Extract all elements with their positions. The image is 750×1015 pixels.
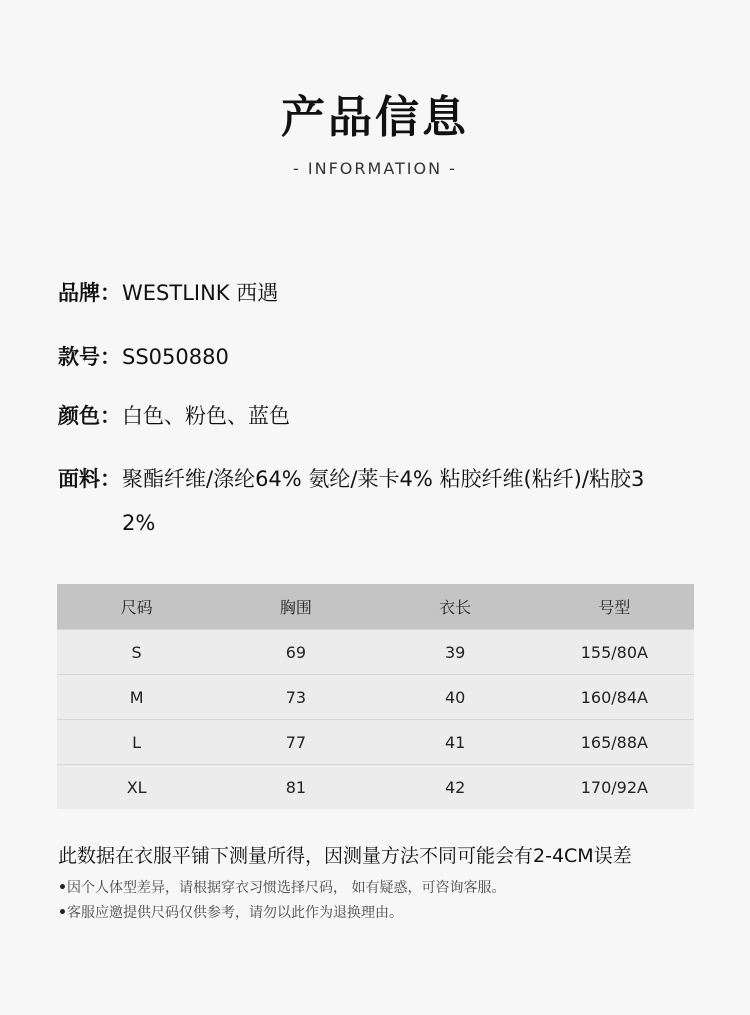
bullet-icon: •	[58, 880, 67, 896]
note-item	[58, 878, 505, 898]
color-label: 颜色：	[58, 404, 121, 428]
cell-fit: 160/84A	[535, 675, 694, 720]
page-subtitle: - INFORMATION -	[293, 159, 457, 178]
material-value: 聚酯纤维/涤纶64% 氨纶/莱卡4% 粘胶纤维(粘纤)/粘胶32%	[122, 467, 645, 535]
style-number-value: SS050880	[122, 345, 229, 369]
page-title: 产品信息	[281, 92, 469, 143]
size-table	[57, 584, 694, 809]
cell-size: S	[57, 630, 216, 675]
color-value: 白色、粉色、蓝色	[122, 404, 290, 428]
cell-length: 42	[376, 765, 535, 810]
cell-fit: 165/88A	[535, 720, 694, 765]
note-text: 因个人体型差异，请根据穿衣习惯选择尺码， 如有疑惑，可咨询客服。	[67, 880, 506, 896]
measurement-note: 此数据在衣服平铺下测量所得，因测量方法不同可能会有2-4CM误差	[58, 845, 632, 867]
cell-size: XL	[57, 765, 216, 810]
style-number-label: 款号：	[58, 345, 121, 369]
material-row	[58, 457, 698, 545]
style-number-row	[58, 335, 698, 379]
cell-fit: 155/80A	[535, 630, 694, 675]
bullet-icon: •	[58, 905, 67, 921]
header-size: 尺码	[57, 584, 216, 630]
cell-chest: 81	[216, 765, 375, 810]
note-text: 客服应邀提供尺码仅供参考，请勿以此作为退换理由。	[67, 905, 403, 921]
cell-length: 41	[376, 720, 535, 765]
color-row	[58, 394, 698, 438]
brand-row	[58, 271, 698, 315]
brand-label: 品牌：	[58, 281, 121, 305]
table-row	[57, 720, 694, 765]
cell-chest: 73	[216, 675, 375, 720]
note-item	[58, 903, 403, 923]
cell-length: 40	[376, 675, 535, 720]
size-table-header-row	[57, 584, 694, 630]
material-label: 面料：	[58, 467, 121, 491]
cell-size: M	[57, 675, 216, 720]
cell-length: 39	[376, 630, 535, 675]
header-length: 衣长	[376, 584, 535, 630]
table-row	[57, 630, 694, 675]
cell-chest: 69	[216, 630, 375, 675]
brand-value: WESTLINK 西遇	[122, 281, 279, 305]
header-fit: 号型	[535, 584, 694, 630]
table-row	[57, 675, 694, 720]
table-row	[57, 765, 694, 810]
header-chest: 胸围	[216, 584, 375, 630]
cell-fit: 170/92A	[535, 765, 694, 810]
cell-size: L	[57, 720, 216, 765]
cell-chest: 77	[216, 720, 375, 765]
